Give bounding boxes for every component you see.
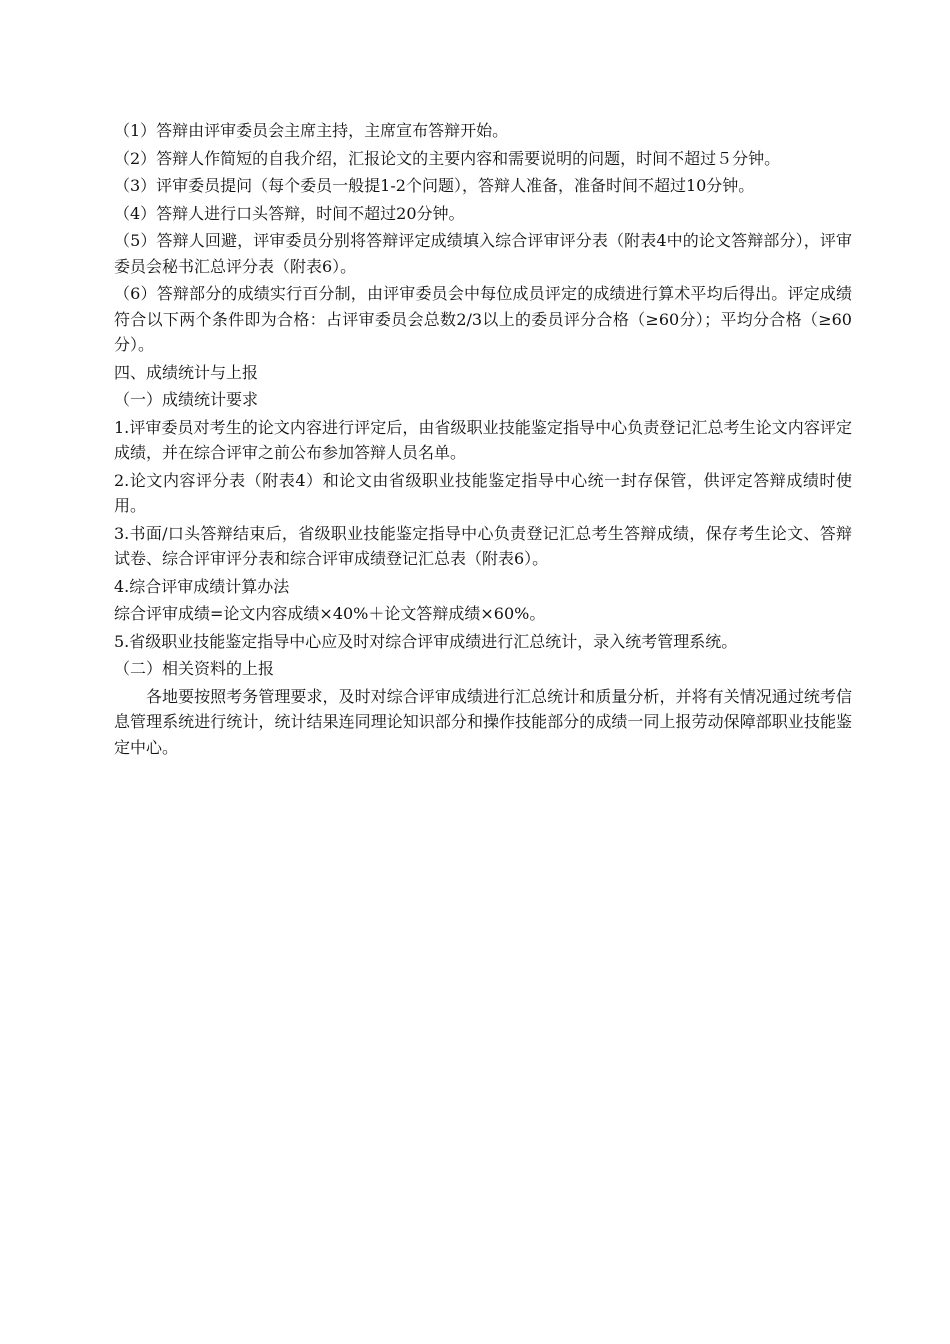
paragraph-step-1: （1）答辩由评审委员会主席主持，主席宣布答辩开始。 [114,121,509,140]
paragraph-item-1: 1.评审委员对考生的论文内容进行评定后，由省级职业技能鉴定指导中心负责登记汇总考生论文内容评定成绩，并在综合评审之前公布参加答辩人员名单。 [114,417,852,462]
formula-line: 综合评审成绩=论文内容成绩×40%＋论文答辩成绩×60%。 [114,604,546,623]
paragraph-step-3: （3）评审委员提问（每个委员一般提1-2个问题），答辩人准备，准备时间不超过10分钟。 [114,176,755,195]
subsection-heading-2: （二）相关资料的上报 [114,659,275,678]
paragraph-closing: 各地要按照考务管理要求，及时对综合评审成绩进行汇总统计和质量分析，并将有关情况通过统考信息管理系统进行统计，统计结果连同理论知识部分和操作技能部分的成绩一同上报劳动保障部职业技能鉴定中心。 [114,686,852,757]
paragraph-step-4: （4）答辩人进行口头答辩，时间不超过20分钟。 [114,203,465,223]
paragraph-step-6: （6）答辩部分的成绩实行百分制，由评审委员会中每位成员评定的成绩进行算术平均后得出。评定成绩符合以下两个条件即为合格：占评审委员会总数2/3以上的委员评分合格（≥60分）；平均分合格（≥60分）。 [114,284,852,354]
document-body [114,118,852,760]
paragraph-step-2: （2）答辩人作简短的自我介绍，汇报论文的主要内容和需要说明的问题，时间不超过５分钟。 [114,148,781,168]
subsection-heading-1: （一）成绩统计要求 [114,390,259,409]
paragraph-item-2: 2.论文内容评分表（附表4）和论文由省级职业技能鉴定指导中心统一封存保管，供评定答辩成绩时使用。 [114,470,852,515]
paragraph-item-3: 3.书面/口头答辩结束后，省级职业技能鉴定指导中心负责登记汇总考生答辩成绩，保存考生论文、答辩试卷、综合评审评分表和综合评审成绩登记汇总表（附表6）。 [114,523,852,568]
paragraph-step-5: （5）答辩人回避，评审委员分别将答辩评定成绩填入综合评审评分表（附表4中的论文答辩部分），评审委员会秘书汇总评分表（附表6）。 [114,231,852,276]
paragraph-item-4: 4.综合评审成绩计算办法 [114,576,290,596]
paragraph-item-5: 5.省级职业技能鉴定指导中心应及时对综合评审成绩进行汇总统计，录入统考管理系统。 [114,631,738,651]
section-heading: 四、成绩统计与上报 [114,362,259,382]
